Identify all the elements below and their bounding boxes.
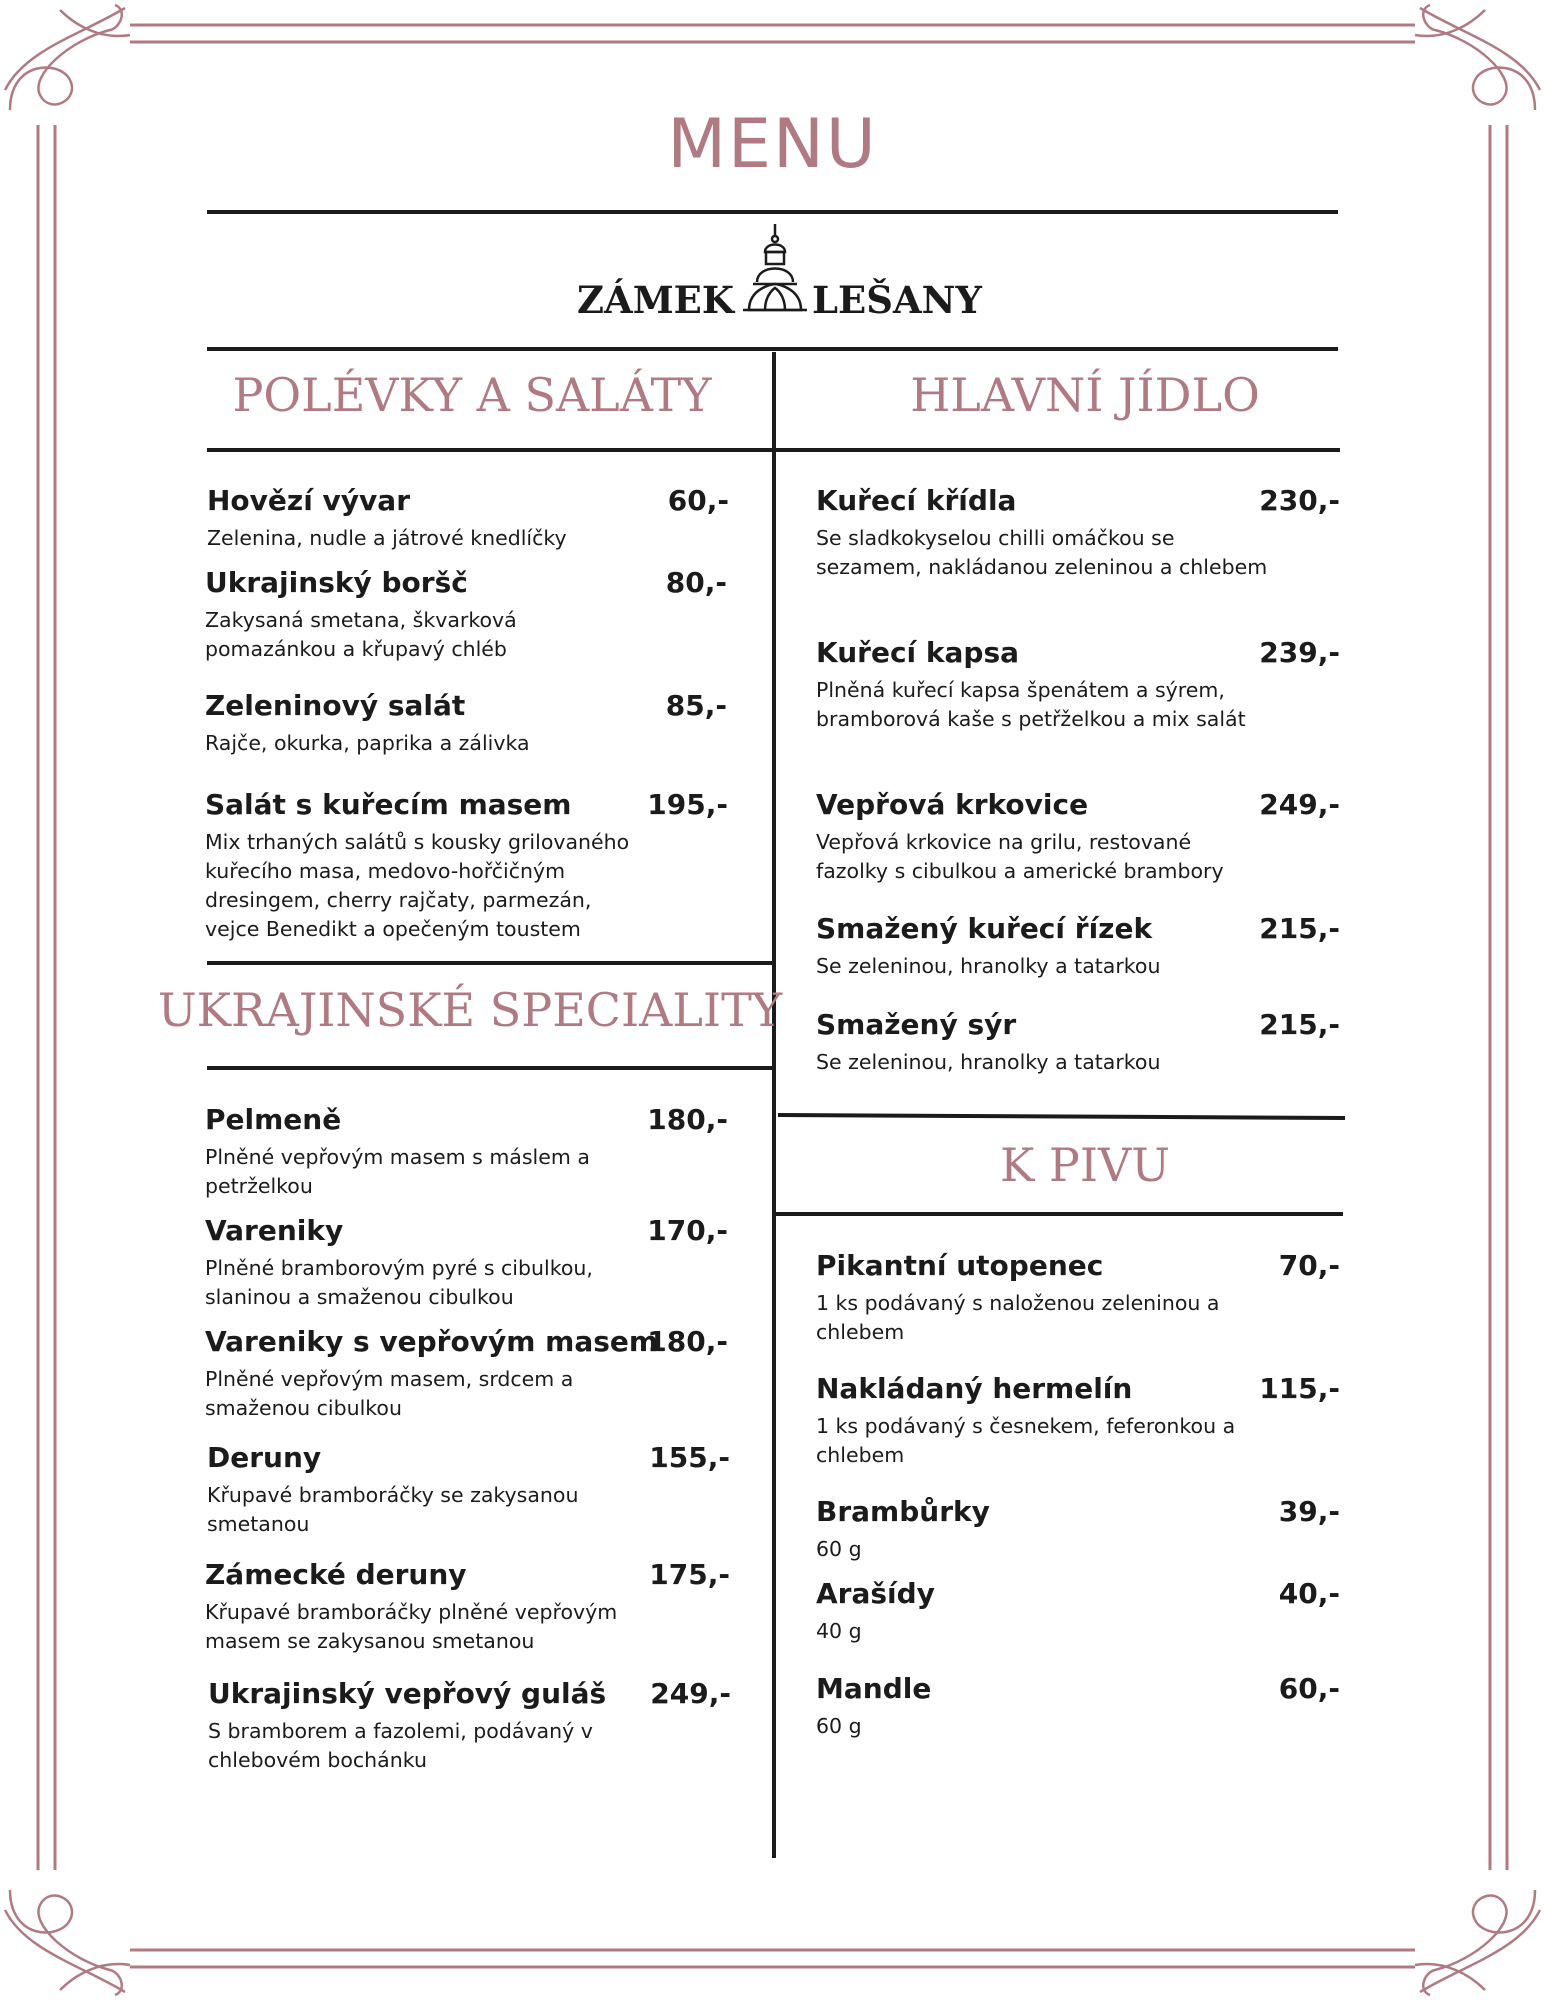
item-description: Křupavé bramboráčky se zakysanou smetanou	[207, 1483, 579, 1536]
item-price: 180,-	[647, 1325, 728, 1358]
item-description: Rajče, okurka, paprika a zálivka	[205, 731, 530, 755]
logo-text-left: ZÁMEK	[577, 278, 735, 322]
item-price: 170,-	[647, 1214, 728, 1247]
item-description: Zakysaná smetana, škvarková pomazánkou a křupavý chléb	[205, 608, 517, 661]
item-name: Ukrajinský boršč	[205, 566, 468, 599]
item-name: Vareniky s vepřovým masem	[205, 1325, 659, 1358]
item-name: Brambůrky	[816, 1495, 990, 1528]
logo-text-right: LEŠANY	[812, 278, 982, 322]
item-description: S bramborem a fazolemi, podávaný v chlebovém bochánku	[208, 1719, 593, 1772]
item-description: Plněné vepřovým masem s máslem a petrželkou	[205, 1145, 590, 1198]
item-name: Ukrajinský vepřový guláš	[208, 1677, 607, 1710]
item-description: Mix trhaných salátů s kousky grilovaného kuřecího masa, medovo-hořčičným dresingem, cherry rajčaty, parmezán, vejce Benedikt a opečeným toustem	[205, 830, 630, 941]
item-description: 60 g	[816, 1537, 862, 1561]
item-price: 80,-	[665, 566, 727, 599]
item-price: 215,-	[1259, 912, 1340, 945]
item-price: 60,-	[667, 484, 729, 517]
item-name: Kuřecí křídla	[816, 484, 1017, 517]
castle-tower-icon	[735, 222, 815, 317]
item-name: Mandle	[816, 1672, 932, 1705]
item-name: Salát s kuřecím masem	[205, 788, 572, 821]
item-description: 1 ks podávaný s naloženou zeleninou a chlebem	[816, 1291, 1220, 1344]
item-name: Zeleninový salát	[205, 689, 466, 722]
item-price: 249,-	[1259, 788, 1340, 821]
item-description: Se sladkokyselou chilli omáčkou se sezamem, nakládanou zeleninou a chlebem	[816, 526, 1268, 579]
item-price: 230,-	[1259, 484, 1340, 517]
item-price: 239,-	[1259, 636, 1340, 669]
item-price: 39,-	[1278, 1495, 1340, 1528]
item-price: 155,-	[649, 1441, 730, 1474]
item-description: Plněné vepřovým masem, srdcem a smaženou cibulkou	[205, 1367, 574, 1420]
item-price: 215,-	[1259, 1008, 1340, 1041]
item-name: Nakládaný hermelín	[816, 1372, 1133, 1405]
item-description: 60 g	[816, 1714, 862, 1738]
item-name: Pikantní utopenec	[816, 1249, 1104, 1282]
item-name: Smažený sýr	[816, 1008, 1017, 1041]
item-price: 115,-	[1259, 1372, 1340, 1405]
item-description: Křupavé bramboráčky plněné vepřovým masem se zakysanou smetanou	[205, 1600, 618, 1653]
item-price: 180,-	[647, 1103, 728, 1136]
item-name: Kuřecí kapsa	[816, 636, 1019, 669]
item-price: 60,-	[1278, 1672, 1340, 1705]
section-title-main: HLAVNÍ JÍDLO	[910, 368, 1260, 422]
item-description: Se zeleninou, hranolky a tatarkou	[816, 954, 1161, 978]
section-title-beer: K PIVU	[999, 1138, 1171, 1192]
item-description: 1 ks podávaný s česnekem, feferonkou a chlebem	[816, 1414, 1236, 1467]
item-name: Smažený kuřecí řízek	[816, 912, 1153, 945]
item-price: 195,-	[647, 788, 728, 821]
item-description: Zelenina, nudle a játrové knedlíčky	[207, 526, 567, 550]
section-title-ukrainian: UKRAJINSKÉ SPECIALITY	[157, 983, 783, 1037]
item-description: 40 g	[816, 1619, 862, 1643]
section-title-soups: POLÉVKY A SALÁTY	[232, 368, 712, 422]
item-name: Vareniky	[205, 1214, 344, 1247]
item-description: Vepřová krkovice na grilu, restované fazolky s cibulkou a americké brambory	[816, 830, 1224, 883]
item-price: 175,-	[649, 1558, 730, 1591]
item-name: Hovězí vývar	[207, 484, 411, 517]
item-description: Se zeleninou, hranolky a tatarkou	[816, 1050, 1161, 1074]
item-name: Vepřová krkovice	[816, 788, 1089, 821]
item-name: Zámecké deruny	[205, 1558, 467, 1591]
item-price: 249,-	[650, 1677, 731, 1710]
item-name: Arašídy	[816, 1577, 935, 1610]
item-name: Deruny	[207, 1441, 322, 1474]
item-description: Plněná kuřecí kapsa špenátem a sýrem, bramborová kaše s petřželkou a mix salát	[816, 678, 1246, 731]
item-description: Plněné bramborovým pyré s cibulkou, slaninou a smaženou cibulkou	[205, 1256, 593, 1309]
item-price: 40,-	[1278, 1577, 1340, 1610]
item-price: 70,-	[1278, 1249, 1340, 1282]
menu-title: MENU	[667, 105, 878, 184]
item-price: 85,-	[665, 689, 727, 722]
item-name: Pelmeně	[205, 1103, 342, 1136]
